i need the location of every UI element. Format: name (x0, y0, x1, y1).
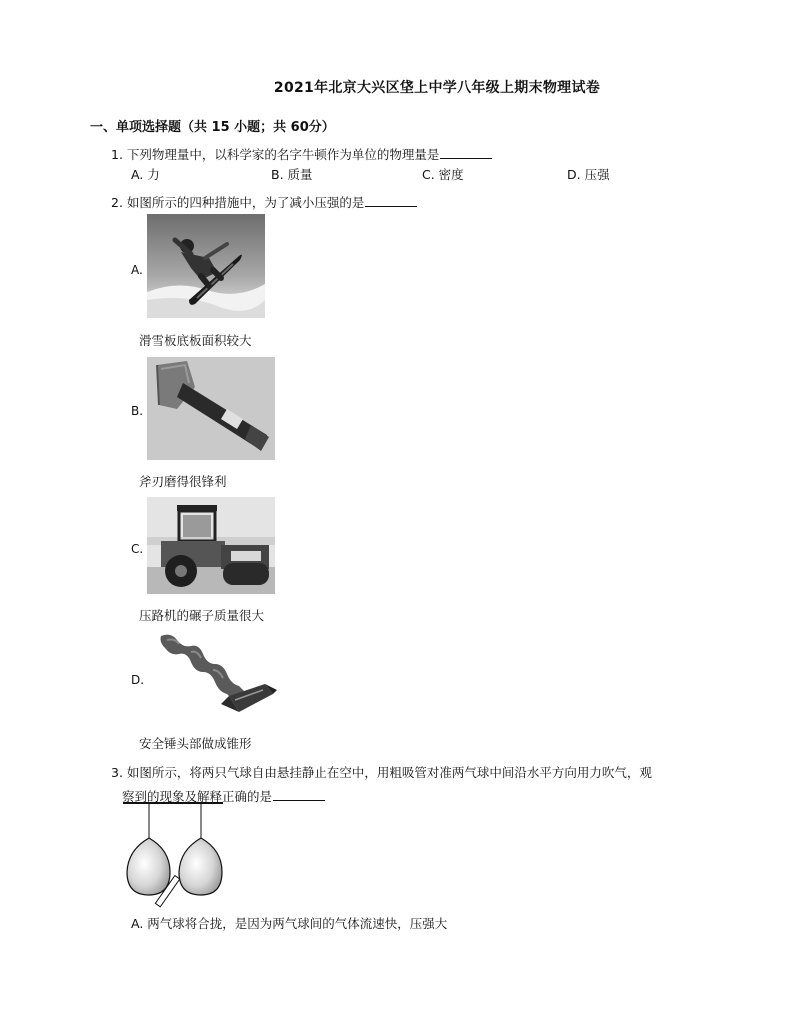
question-2-option-c-caption: 压路机的碾子质量很大 (139, 608, 265, 623)
question-2-option-d-letter: D. (131, 673, 145, 687)
question-3-stem-line-1: 3. 如图所示，将两只气球自由悬挂静止在空中，用粗吸管对准两气球中间沿水平方向用力吹气，观 (111, 765, 652, 780)
question-2-text: 2. 如图所示的四种措施中，为了减小压强的是 (111, 195, 365, 210)
question-3-option-a: A. 两气球将合拢，是因为两气球间的气体流速快，压强大 (131, 916, 448, 931)
question-1-option-c: C. 密度 (422, 167, 464, 182)
section-heading: 一、单项选择题（共 15 小题；共 60分） (90, 120, 335, 135)
question-1-text: 1. 下列物理量中，以科学家的名字牛顿作为单位的物理量是 (111, 147, 440, 162)
question-2-option-b-caption: 斧刃磨得很锋利 (139, 474, 227, 489)
snowboarder-photo (147, 214, 265, 318)
question-2-option-a-caption: 滑雪板底板面积较大 (139, 333, 252, 348)
question-3-text: 察到的现象及解释正确的是 (122, 789, 273, 804)
safety-hammer-photo (147, 630, 281, 726)
axe-photo (147, 357, 275, 460)
balloon-diagram (120, 800, 226, 910)
road-roller-photo (147, 497, 275, 594)
question-2-option-d-caption: 安全锤头部做成锥形 (139, 736, 252, 751)
answer-blank (365, 194, 417, 207)
question-1-option-b: B. 质量 (271, 167, 313, 182)
question-1-option-a: A. 力 (131, 167, 160, 182)
answer-blank (273, 788, 325, 801)
question-2-option-c-letter: C. (131, 542, 144, 556)
question-2-option-b-letter: B. (131, 404, 144, 418)
answer-blank (440, 146, 492, 159)
question-2-option-a-letter: A. (131, 263, 143, 277)
question-1-stem (111, 145, 492, 163)
page-title: 2021年北京大兴区垡上中学八年级上期末物理试卷 (273, 80, 601, 96)
question-1-option-d: D. 压强 (567, 167, 610, 182)
question-2-stem (111, 193, 417, 211)
